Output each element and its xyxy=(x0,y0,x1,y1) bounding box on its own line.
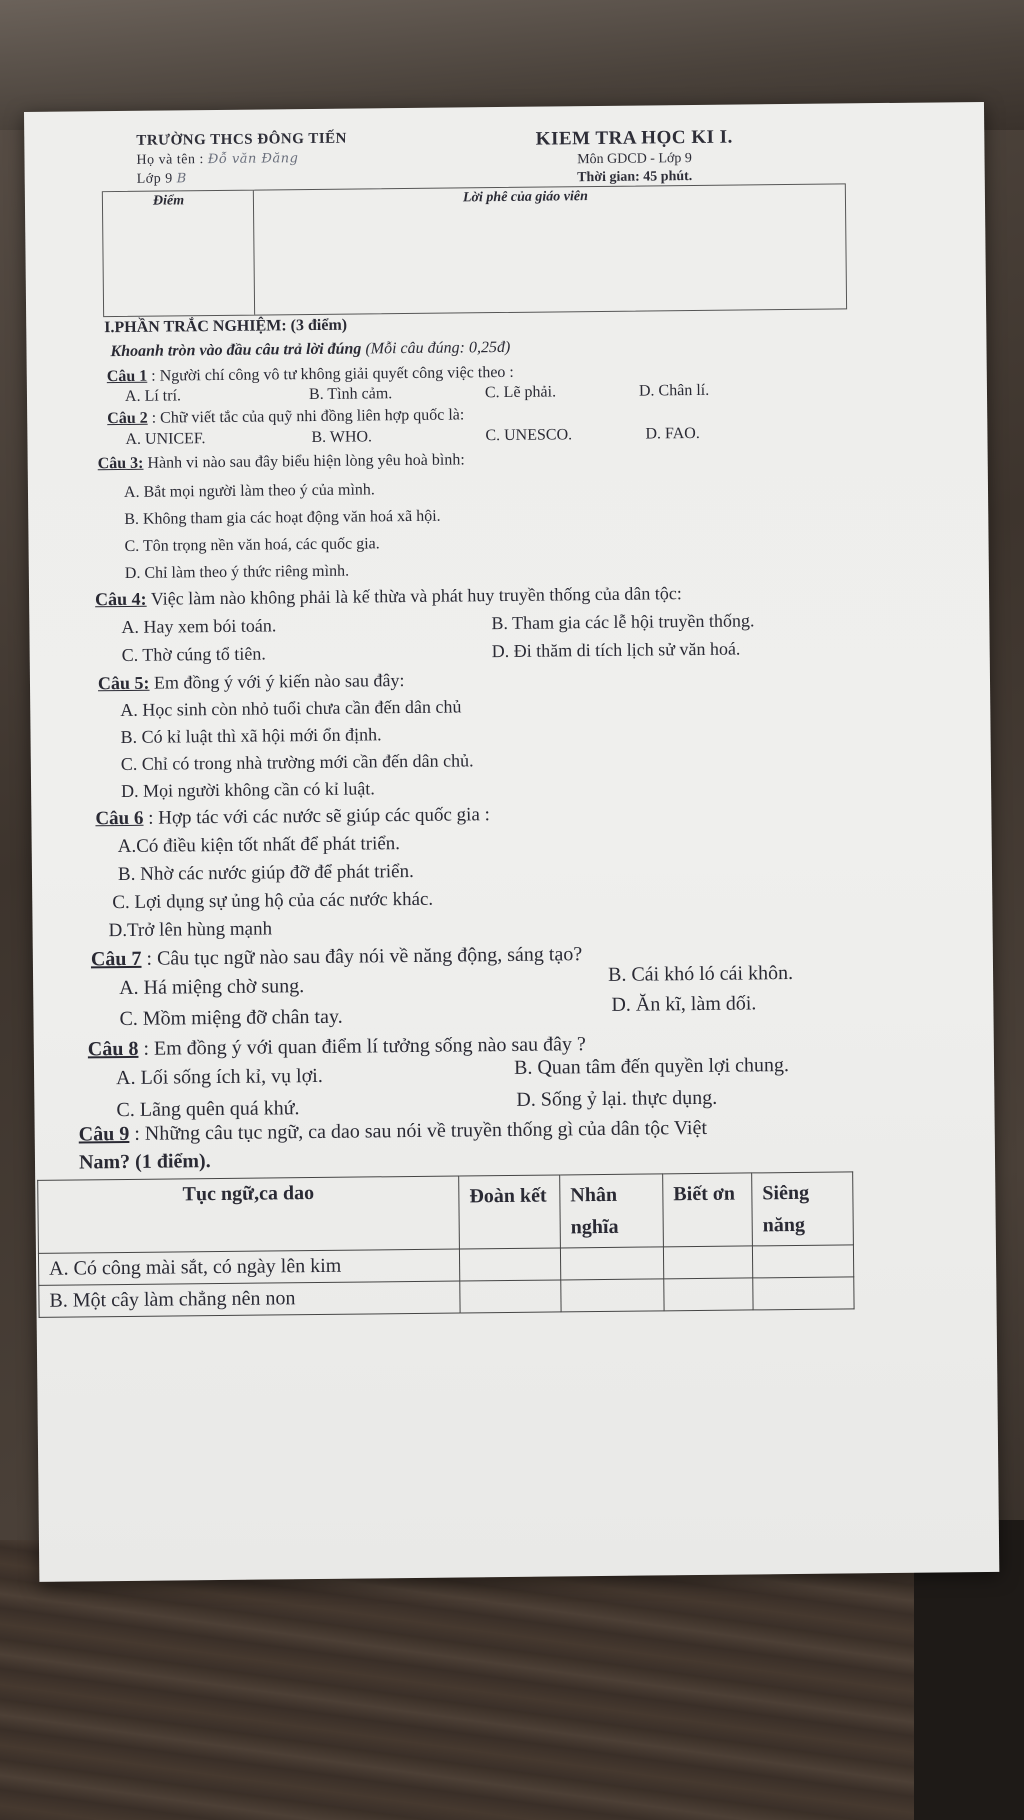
q8-option-b: B. Quan tâm đến quyền lợi chung. xyxy=(513,1054,790,1079)
table-header-cell: Siêng năng xyxy=(752,1172,854,1246)
question-text: : Chữ viết tắc của quỹ nhi đồng liên hợp quốc là: xyxy=(147,406,465,427)
answer-cell[interactable] xyxy=(460,1280,561,1313)
student-name-line xyxy=(136,151,347,169)
answer-table xyxy=(37,1171,854,1318)
question-text: : Em đồng ý với quan điểm lí tưởng sống nào sau đây ? xyxy=(138,1033,586,1060)
table-header-cell: Nhân nghĩa xyxy=(560,1174,664,1248)
grade-box-divider xyxy=(253,191,255,315)
question-lead: Câu 2 xyxy=(107,409,148,428)
question-6 xyxy=(95,804,490,830)
table-header-cell: Đoàn kết xyxy=(459,1175,561,1249)
question-lead: Câu 3: xyxy=(97,454,144,473)
table-header-cell: Tục ngữ,ca dao xyxy=(38,1176,460,1253)
question-text: Việc làm nào không phải là kế thừa và phát huy truyền thống của dân tộc: xyxy=(146,583,682,609)
q7-option-b: B. Cái khó ló cái khôn. xyxy=(607,961,794,986)
q1-option-b: B. Tình cảm. xyxy=(308,385,393,404)
class-line xyxy=(137,170,348,188)
q5-option-a: A. Học sinh còn nhỏ tuổi chưa cần đến dân chủ xyxy=(120,696,462,721)
section-title: I.PHẦN TRẮC NGHIỆM: (3 điểm) xyxy=(104,316,348,337)
question-5 xyxy=(98,670,405,694)
answer-cell[interactable] xyxy=(459,1248,560,1281)
q1-option-a: A. Lí trí. xyxy=(124,387,182,405)
answer-cell[interactable] xyxy=(753,1277,854,1310)
question-lead: Câu 1 xyxy=(106,367,148,386)
time-line: Thời gian: 45 phút. xyxy=(577,169,693,186)
q4-option-d: D. Đi thăm di tích lịch sử văn hoá. xyxy=(491,638,741,662)
question-text: : Câu tục ngữ nào sau đây nói về năng động, sáng tạo? xyxy=(141,943,583,970)
answer-cell[interactable] xyxy=(663,1246,752,1279)
q7-option-c: C. Mồm miệng đỡ chân tay. xyxy=(119,1005,343,1031)
instruction xyxy=(110,339,510,361)
question-1 xyxy=(107,364,514,386)
q2-option-c: C. UNESCO. xyxy=(485,426,573,445)
table-cell: B. Một cây làm chẳng nên non xyxy=(39,1281,460,1317)
q3-option-a: A. Bắt mọi người làm theo ý của mình. xyxy=(123,481,375,501)
question-8 xyxy=(88,1033,586,1061)
question-2 xyxy=(107,406,464,428)
q6-option-b: B. Nhờ các nước giúp đỡ để phát triển. xyxy=(117,860,414,886)
q6-option-c: C. Lợi dụng sự ủng hộ của các nước khác. xyxy=(112,888,434,914)
table-header-row xyxy=(38,1172,854,1254)
question-lead: Câu 7 xyxy=(90,947,142,971)
answer-cell[interactable] xyxy=(561,1279,664,1312)
q7-option-a: A. Há miệng chờ sung. xyxy=(119,975,305,1000)
q6-option-d: D.Trở lên hùng mạnh xyxy=(108,918,273,942)
name-label: Họ và tên : xyxy=(136,152,204,168)
exam-paper xyxy=(24,102,999,1582)
instruction-note: (Mỗi câu đúng: 0,25đ) xyxy=(365,338,511,358)
answer-cell[interactable] xyxy=(664,1278,753,1311)
grade-box xyxy=(102,183,847,317)
header-left xyxy=(136,131,347,188)
q4-option-a: A. Hay xem bói toán. xyxy=(121,615,277,638)
question-lead: Câu 6 xyxy=(95,807,144,830)
question-text: Hành vi nào sau đây biểu hiện lòng yêu hoà bình: xyxy=(143,451,465,472)
question-text: : Những câu tục ngữ, ca dao sau nói về truyền thống gì của dân tộc Việt xyxy=(129,1116,708,1145)
q2-option-d: D. FAO. xyxy=(645,424,700,443)
q1-option-d: D. Chân lí. xyxy=(638,381,710,400)
teacher-comment-label: Lời phê của giáo viên xyxy=(462,189,588,206)
question-9-continued: Nam? (1 điểm). xyxy=(78,1150,211,1174)
class-handwritten: B xyxy=(176,171,187,187)
question-lead: Câu 8 xyxy=(87,1037,139,1061)
subject-line: Môn GDCD - Lớp 9 xyxy=(577,151,692,168)
q5-option-d: D. Mọi người không cần có kỉ luật. xyxy=(121,778,375,802)
answer-cell[interactable] xyxy=(752,1245,853,1278)
table-cell: A. Có công mài sắt, có ngày lên kim xyxy=(38,1249,459,1285)
q2-option-b: B. WHO. xyxy=(311,428,373,447)
q7-option-d: D. Ăn kĩ, làm dối. xyxy=(611,992,757,1016)
desk-background-bottom xyxy=(0,1540,1024,1820)
question-7 xyxy=(91,943,583,971)
question-text: Em đồng ý với ý kiến nào sau đây: xyxy=(149,670,405,693)
q8-option-a: A. Lối sống ích kỉ, vụ lợi. xyxy=(116,1064,323,1090)
q5-option-c: C. Chỉ có trong nhà trường mới cần đến dân chủ. xyxy=(120,750,474,775)
q8-option-d: D. Sống ỷ lại. thực dụng. xyxy=(516,1086,718,1111)
header-right xyxy=(484,126,785,187)
q4-option-b: B. Tham gia các lễ hội truyền thống. xyxy=(491,610,755,634)
q3-option-d: D. Chỉ làm theo ý thức riêng mình. xyxy=(124,562,350,582)
question-3 xyxy=(98,451,465,473)
q5-option-b: B. Có kỉ luật thì xã hội mới ổn định. xyxy=(120,724,382,748)
q1-option-c: C. Lẽ phải. xyxy=(484,383,557,402)
class-label: Lớp 9 xyxy=(136,171,173,187)
question-lead: Câu 4: xyxy=(95,588,147,610)
q8-option-c: C. Lãng quên quá khứ. xyxy=(116,1097,300,1122)
school-name: TRƯỜNG THCS ĐÔNG TIẾN xyxy=(136,130,348,149)
instruction-text: Khoanh tròn vào đầu câu trả lời đúng xyxy=(110,340,362,361)
q6-option-a: A.Có điều kiện tốt nhất để phát triển. xyxy=(117,833,401,858)
question-4 xyxy=(95,583,682,610)
table-header-cell: Biết ơn xyxy=(663,1173,753,1247)
answer-cell[interactable] xyxy=(560,1247,663,1280)
question-lead: Câu 5: xyxy=(97,672,150,694)
q3-option-b: B. Không tham gia các hoạt động văn hoá xã hội. xyxy=(124,507,441,528)
q4-option-c: C. Thờ cúng tổ tiên. xyxy=(121,643,266,666)
q3-option-c: C. Tôn trọng nền văn hoá, các quốc gia. xyxy=(124,535,380,555)
exam-title: KIEM TRA HỌC KI I. xyxy=(535,126,733,150)
score-label: Điểm xyxy=(152,193,185,209)
student-name-handwritten: Đỗ văn Đăng xyxy=(207,151,299,168)
question-text: : Người chí công vô tư không giải quyết công việc theo : xyxy=(147,363,514,385)
q2-option-a: A. UNICEF. xyxy=(125,430,206,448)
question-lead: Câu 9 xyxy=(78,1122,130,1146)
question-text: : Hợp tác với các nước sẽ giúp các quốc gia : xyxy=(143,804,490,829)
